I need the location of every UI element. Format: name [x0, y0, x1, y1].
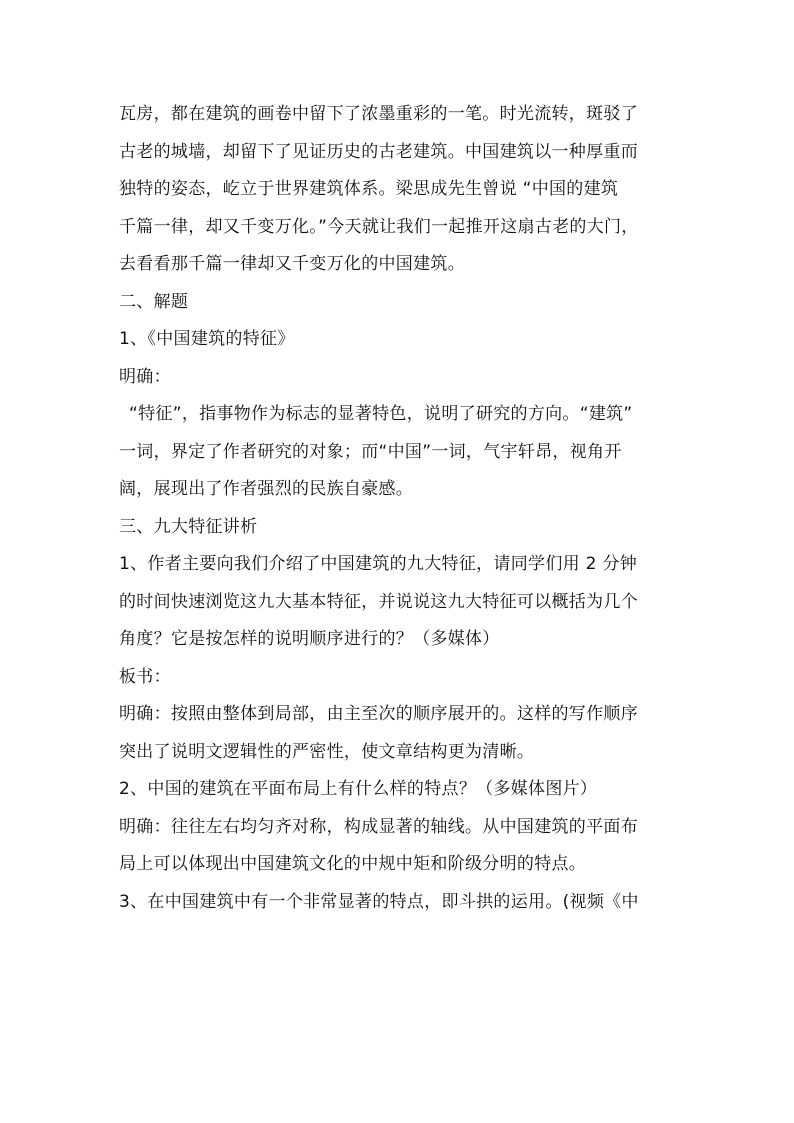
text-line: 千篇一律，却又千变万化。”今天就让我们一起推开这扇古老的大门，: [119, 216, 639, 237]
text-line: 瓦房，都在建筑的画卷中留下了浓墨重彩的一笔。时光流转，斑驳了: [119, 104, 638, 124]
text-line: 去看看那千篇一律却又千变万化的中国建筑。: [119, 254, 465, 274]
document-body: [119, 96, 679, 921]
text-line: 板书：: [119, 666, 171, 687]
text-line: 1、作者主要向我们介绍了中国建筑的九大特征，请同学们用 2 分钟: [119, 554, 638, 574]
text-line: 阔，展现出了作者强烈的民族自豪感。: [119, 479, 414, 499]
text-line: 突出了说明文逻辑性的严密性，使文章结构更为清晰。: [119, 741, 535, 762]
text-line: 一词，界定了作者研究的对象；而“中国”一词，气宇轩昂，视角开: [119, 441, 622, 462]
text-line: 2、中国的建筑在平面布局上有什么样的特点？（多媒体图片）: [119, 779, 598, 799]
text-line: 局上可以体现出中国建筑文化的中规中矩和阶级分明的特点。: [119, 854, 587, 874]
subsection-heading: 1、《中国建筑的特征》: [119, 329, 295, 349]
text-line: 的时间快速浏览这九大基本特征，并说说这九大特征可以概括为几个: [119, 591, 638, 612]
text-line: 独特的姿态，屹立于世界建筑体系。梁思成先生曾说 “中国的建筑: [119, 179, 619, 199]
text-line: 3、在中国建筑中有一个非常显著的特点，即斗拱的运用。(视频《中: [119, 891, 639, 912]
text-line: 明确：: [119, 366, 171, 387]
section-heading: 三、九大特征讲析: [119, 516, 258, 537]
text-line: 明确：往往左右均匀齐对称，构成显著的轴线。从中国建筑的平面布: [119, 816, 638, 837]
text-line: “特征”，指事物作为标志的显著特色，说明了研究的方向。“建筑”: [129, 404, 633, 424]
section-heading: 二、解题: [119, 291, 189, 312]
text-line: 明确：按照由整体到局部，由主至次的顺序展开的。这样的写作顺序: [119, 704, 638, 724]
text-line: 古老的城墙，却留下了见证历史的古老建筑。中国建筑以一种厚重而: [119, 141, 638, 162]
text-line: 角度？它是按怎样的说明顺序进行的？（多媒体）: [119, 629, 500, 649]
